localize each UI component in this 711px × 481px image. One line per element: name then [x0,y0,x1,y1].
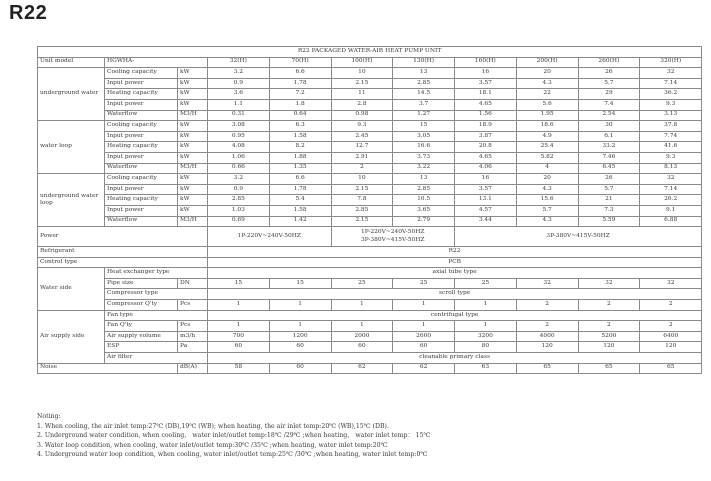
value-cell: 3.13 [640,110,702,121]
value-cell: 1 [331,300,393,311]
table-row [38,195,702,206]
value-cell: 0.66 [208,163,270,174]
unit-label: kW [178,184,208,195]
table-row [38,142,702,153]
param-label: Heating capacity [105,195,178,206]
table-row [38,110,702,121]
value-cell: 4.65 [455,152,517,163]
table-row [38,78,702,89]
unit-label: kW [178,205,208,216]
value-cell: 2 [331,163,393,174]
value-cell: 1200 [269,331,331,342]
refrigerant-value: R22 [208,247,702,258]
param-label: Input power [105,152,178,163]
value-cell: 7.46 [578,152,640,163]
value-cell: 16 [455,68,517,79]
param-label: Fan Q'ty [105,321,178,332]
unit-label: Pa [178,342,208,353]
model-header: 70(H) [269,57,331,68]
param-label: Air supply volume [105,331,178,342]
value-cell: 26 [578,68,640,79]
note-item: 4. Underground water loop condition, when cooling, water inlet/outlet temp:25℃ /30℃ ;when heating, water inlet temp:0℃ [37,451,428,459]
value-cell: 1.1 [208,99,270,110]
table-row [38,152,702,163]
control-row [38,257,702,268]
unit-label: kW [178,89,208,100]
control-value: PCB [208,257,702,268]
unit-label: dB(A) [178,363,208,374]
power-label: Power [38,227,208,247]
value-cell: 26 [578,174,640,185]
unit-label: m3/h [178,331,208,342]
param-label: Air filter [105,353,208,364]
group-label: water loop [38,121,105,174]
value-cell: 2 [516,321,578,332]
page-title: R22 [9,2,48,24]
param-label: Input power [105,205,178,216]
value-cell: 32 [640,278,702,289]
value-cell: 16 [455,174,517,185]
unit-label: M3/H [178,216,208,227]
value-cell: 13 [393,68,455,79]
value-cell: 2 [640,321,702,332]
value-cell: 32 [516,278,578,289]
value-cell: 60 [269,363,331,374]
power-line: 1P-220V~240V-50HZ [237,232,301,239]
unit-label: DN [178,278,208,289]
value-cell: 15 [208,278,270,289]
value-cell: 3.08 [208,121,270,132]
group-label: underground water [38,68,105,121]
value-cell: 4.06 [455,163,517,174]
noise-label: Noise [38,363,178,374]
unit-label: Pcs [178,300,208,311]
unit-label: kW [178,121,208,132]
value-cell: 33.2 [578,142,640,153]
table-row [38,163,702,174]
value-cell: 1.58 [269,131,331,142]
value-cell: 6.6 [269,174,331,185]
value-cell: 36.2 [640,89,702,100]
value-cell: 12.7 [331,142,393,153]
model-header: 130(H) [393,57,455,68]
notes-heading: Noting: [37,413,61,420]
note-item: 3. Water loop condition, when cooling, water inlet/outlet temp:30℃ /35℃ ;when heating, water inlet temp:20℃ [37,441,388,449]
value-cell: 25 [331,278,393,289]
value-cell: 0.9 [208,184,270,195]
value-cell: 32 [640,174,702,185]
power-value [455,227,702,247]
table-row [38,321,702,332]
table-row [38,342,702,353]
value-cell: 37.8 [640,121,702,132]
value-cell: 0.31 [208,110,270,121]
unit-label: kW [178,99,208,110]
unit-label: M3/H [178,163,208,174]
group-label: underground water loop [38,174,105,227]
power-line: 3P-380V~415V-50HZ [546,232,610,239]
model-header: 320(H) [640,57,702,68]
value-cell: 2.15 [331,216,393,227]
value-cell: 3.05 [393,131,455,142]
value-cell: 6.1 [578,131,640,142]
value-cell: 25 [393,278,455,289]
value-cell: 9.1 [640,205,702,216]
model-header: 32(H) [208,57,270,68]
note-item: 1. When cooling, the air inlet temp:27℃ (DB),19℃ (WB); when heating, the air inlet temp:20℃ (WB),15℃ (DB). [37,422,389,430]
value-cell: 1.35 [269,163,331,174]
value-cell: 10 [331,174,393,185]
table-title: R22 PACKAGED WATER-AIR HEAT PUMP UNIT [38,47,702,58]
value-cell: 1.56 [455,110,517,121]
table-row [38,205,702,216]
value-cell: 3.73 [393,152,455,163]
param-label: Heat exchanger type [105,268,208,279]
model-header: 200(H) [516,57,578,68]
value-cell: 11 [331,89,393,100]
value-cell: 3.7 [393,99,455,110]
param-label: Waterflow [105,216,178,227]
value-cell: 6.88 [640,216,702,227]
value-cell: 5200 [578,331,640,342]
spec-table-body [38,47,702,374]
param-label: Heating capacity [105,142,178,153]
value-cell: 1 [393,300,455,311]
value-cell: 0.69 [208,216,270,227]
value-cell: 3.22 [393,163,455,174]
model-header: 260(H) [578,57,640,68]
value-cell: 6.3 [269,121,331,132]
value-cell: 1 [269,300,331,311]
value-cell: 3200 [455,331,517,342]
value-cell: 1 [455,300,517,311]
value-cell: cleanable primary class [208,353,702,364]
value-cell: axial tube type [208,268,702,279]
unit-label: kW [178,195,208,206]
unit-label: kW [178,78,208,89]
value-cell: 8.2 [269,142,331,153]
value-cell: 25 [455,278,517,289]
param-label: Input power [105,184,178,195]
table-row [38,68,702,79]
param-label: Fan type [105,310,208,321]
table-row [38,216,702,227]
value-cell: 3.65 [393,205,455,216]
value-cell: 7.3 [578,205,640,216]
power-value [208,227,332,247]
value-cell: 2.15 [331,78,393,89]
note-item: 2. Underground water condition, when cooling， water inlet/outlet temp:18℃ /29℃ ;when heating， water inlet temp： 15℃ [37,432,431,440]
param-label: Heating capacity [105,89,178,100]
section-label: Water side [38,268,105,310]
table-title-row [38,47,702,58]
table-row [38,268,702,279]
value-cell: 60 [393,342,455,353]
table-row [38,184,702,195]
value-cell: 1.78 [269,184,331,195]
control-label: Control type [38,257,208,268]
value-cell: 5.7 [578,184,640,195]
value-cell: 2600 [393,331,455,342]
value-cell: 21 [578,195,640,206]
value-cell: 22 [516,89,578,100]
unit-label: Pcs [178,321,208,332]
value-cell: 26.2 [640,195,702,206]
value-cell: 65 [640,363,702,374]
value-cell: 5.4 [269,195,331,206]
value-cell: 3.57 [455,78,517,89]
value-cell: 62 [393,363,455,374]
value-cell: 9.3 [640,99,702,110]
value-cell: 80 [455,342,517,353]
value-cell: 18.1 [455,89,517,100]
value-cell: 2.8 [331,99,393,110]
value-cell: 5.7 [578,78,640,89]
value-cell: 120 [640,342,702,353]
value-cell: 4.65 [455,99,517,110]
value-cell: 20 [516,174,578,185]
param-label: Compressor Q'ty [105,300,178,311]
value-cell: 2.79 [393,216,455,227]
model-header: 160(H) [455,57,517,68]
value-cell: 18.9 [455,121,517,132]
value-cell: 0.64 [269,110,331,121]
value-cell: 3.44 [455,216,517,227]
table-row [38,131,702,142]
param-label: Cooling capacity [105,121,178,132]
value-cell: 1.58 [269,205,331,216]
value-cell: 7.2 [269,89,331,100]
param-label: Waterflow [105,110,178,121]
value-cell: 60 [331,342,393,353]
value-cell: 63 [455,363,517,374]
value-cell: 9.3 [640,152,702,163]
value-cell: 4.3 [516,216,578,227]
value-cell: 15 [393,121,455,132]
power-line: 1P-220V~240V-50HZ [361,228,425,235]
value-cell: 5.6 [516,99,578,110]
value-cell: 20 [516,68,578,79]
value-cell: 1.42 [269,216,331,227]
value-cell: 700 [208,331,270,342]
value-cell: 120 [516,342,578,353]
value-cell: 1.88 [269,152,331,163]
value-cell: 9.3 [331,121,393,132]
power-line: 3P-380V~415V-50HZ [361,236,425,243]
table-row [38,310,702,321]
table-row [38,300,702,311]
param-label: ESP [105,342,178,353]
value-cell: 41.6 [640,142,702,153]
value-cell: 2.54 [578,110,640,121]
value-cell: 2.45 [331,131,393,142]
value-cell: 65 [578,363,640,374]
value-cell: 15 [269,278,331,289]
unit-label: kW [178,142,208,153]
value-cell: 2.91 [331,152,393,163]
value-cell: 18.6 [516,121,578,132]
value-cell: 4.9 [516,131,578,142]
refrigerant-label: Refrigerant [38,247,208,258]
value-cell: 3.2 [208,174,270,185]
table-row [38,331,702,342]
value-cell: 16.6 [393,142,455,153]
table-header-row [38,57,702,68]
value-cell: 2.85 [393,78,455,89]
value-cell: 32 [578,278,640,289]
table-row [38,121,702,132]
unit-label: M3/H [178,110,208,121]
unit-label: kW [178,174,208,185]
value-cell: 2 [516,300,578,311]
value-cell: 60 [208,342,270,353]
value-cell: 0.98 [331,110,393,121]
value-cell: 65 [516,363,578,374]
value-cell: 60 [269,342,331,353]
value-cell: 1 [393,321,455,332]
value-cell: 120 [578,342,640,353]
model-header: 100(H) [331,57,393,68]
value-cell: 1 [208,321,270,332]
value-cell: scroll type [208,289,702,300]
value-cell: 3.6 [208,89,270,100]
value-cell: 7.8 [331,195,393,206]
section-label: Air supply side [38,310,105,363]
value-cell: 25.4 [516,142,578,153]
value-cell: 15.6 [516,195,578,206]
table-row [38,89,702,100]
value-cell: 2 [578,321,640,332]
value-cell: 14.5 [393,89,455,100]
spec-table [37,46,702,374]
value-cell: 20.8 [455,142,517,153]
value-cell: 5.7 [516,205,578,216]
param-label: Cooling capacity [105,68,178,79]
param-label: Input power [105,99,178,110]
value-cell: 2 [640,300,702,311]
value-cell: 10.5 [393,195,455,206]
value-cell: 2 [578,300,640,311]
value-cell: 1.27 [393,110,455,121]
value-cell: 4.3 [516,78,578,89]
value-cell: 1.8 [269,99,331,110]
value-cell: 1 [269,321,331,332]
model-prefix: HGWHA- [105,57,208,68]
value-cell: 13.1 [455,195,517,206]
value-cell: 4.57 [455,205,517,216]
value-cell: 62 [331,363,393,374]
param-label: Compressor type [105,289,208,300]
value-cell: 5.59 [578,216,640,227]
param-label: Cooling capacity [105,174,178,185]
value-cell: 29 [578,89,640,100]
value-cell: 10 [331,68,393,79]
power-row [38,227,702,247]
value-cell: centrifugal type [208,310,702,321]
value-cell: 58 [208,363,270,374]
value-cell: 6400 [640,331,702,342]
value-cell: 4000 [516,331,578,342]
value-cell: 32 [640,68,702,79]
param-label: Input power [105,131,178,142]
unit-label: kW [178,68,208,79]
table-row [38,289,702,300]
value-cell: 30 [578,121,640,132]
value-cell: 3.87 [455,131,517,142]
value-cell: 4 [516,163,578,174]
noise-row [38,363,702,374]
unit-model-label: Unit model [38,57,105,68]
value-cell: 1.78 [269,78,331,89]
value-cell: 0.9 [208,78,270,89]
value-cell: 4.08 [208,142,270,153]
value-cell: 1.06 [208,152,270,163]
value-cell: 6.6 [269,68,331,79]
notes [37,412,701,460]
value-cell: 2.85 [393,184,455,195]
value-cell: 1.03 [208,205,270,216]
value-cell: 7.14 [640,184,702,195]
param-label: Waterflow [105,163,178,174]
value-cell: 3.57 [455,184,517,195]
value-cell: 1.95 [516,110,578,121]
power-value [331,227,455,247]
param-label: Input power [105,78,178,89]
value-cell: 7.14 [640,78,702,89]
table-row [38,353,702,364]
value-cell: 2.15 [331,184,393,195]
table-row [38,99,702,110]
value-cell: 4.3 [516,184,578,195]
value-cell: 1 [208,300,270,311]
param-label: Pipe size [105,278,178,289]
value-cell: 0.95 [208,131,270,142]
value-cell: 7.74 [640,131,702,142]
value-cell: 5.82 [516,152,578,163]
value-cell: 7.4 [578,99,640,110]
value-cell: 2.85 [208,195,270,206]
table-row [38,278,702,289]
value-cell: 2.85 [331,205,393,216]
value-cell: 13 [393,174,455,185]
value-cell: 8.13 [640,163,702,174]
value-cell: 1 [455,321,517,332]
value-cell: 1 [331,321,393,332]
unit-label: kW [178,131,208,142]
value-cell: 2000 [331,331,393,342]
unit-label: kW [178,152,208,163]
value-cell: 3.2 [208,68,270,79]
value-cell: 6.45 [578,163,640,174]
refrigerant-row [38,247,702,258]
table-row [38,174,702,185]
